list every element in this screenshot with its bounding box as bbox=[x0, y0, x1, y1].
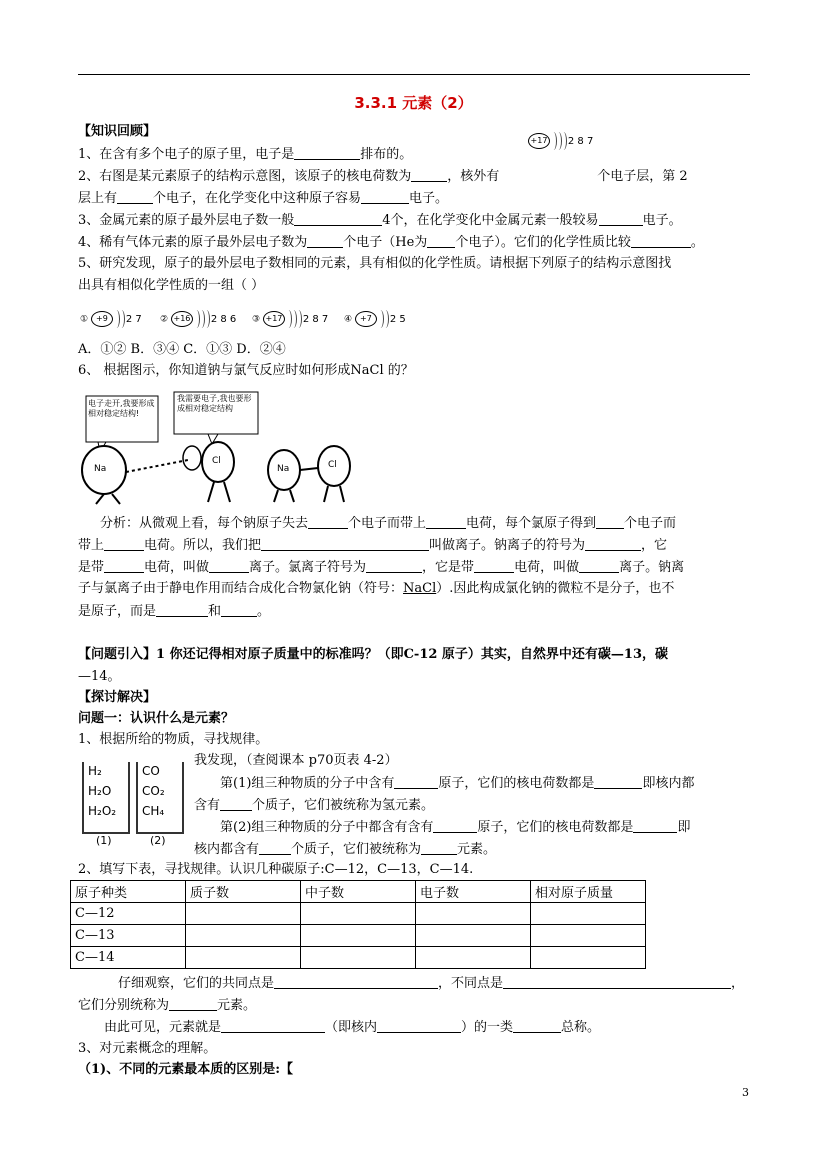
group1-line2: 含有 个质子，它们被统称为氢元素。 bbox=[194, 798, 435, 813]
intro-line2: —14。 bbox=[78, 669, 121, 684]
blank[interactable] bbox=[427, 234, 455, 248]
analysis-line5: 是原子，而是 和 。 bbox=[78, 604, 271, 619]
blank[interactable] bbox=[104, 559, 144, 573]
atom-diagram-1: ① +9 2 7 bbox=[80, 310, 142, 328]
observe-line1: 仔细观察，它们的共同点是 ，不同点是 ， bbox=[118, 976, 745, 991]
cell[interactable] bbox=[416, 903, 531, 925]
blank[interactable] bbox=[221, 1019, 325, 1033]
problem1-title: 问题一：认识什么是元素？ bbox=[78, 711, 235, 726]
q5-options: A．①② B．③④ C．①③ D．②④ bbox=[78, 342, 286, 357]
carbon-isotope-table bbox=[70, 880, 646, 969]
blank[interactable] bbox=[579, 559, 619, 573]
cell[interactable] bbox=[186, 903, 301, 925]
q6: 6、 根据图示，你知道钠与氯气反应时如何形成NaCl 的？ bbox=[78, 363, 414, 378]
blank[interactable] bbox=[117, 190, 153, 204]
blank[interactable] bbox=[474, 559, 514, 573]
analysis-line4: 子与氯离子由于静电作用而结合成化合物氯化钠（符号：NaCl）.因此构成氯化钠的微粒不是分子，也不 bbox=[78, 581, 675, 596]
label-na: Na bbox=[94, 464, 107, 474]
blank[interactable] bbox=[585, 537, 641, 551]
th: 中子数 bbox=[301, 881, 416, 903]
label-na-ion: Na bbox=[277, 464, 290, 474]
blank[interactable] bbox=[104, 537, 144, 551]
cell[interactable] bbox=[301, 925, 416, 947]
table-row bbox=[71, 903, 646, 925]
q2-line2: 层上有 个电子，在化学变化中这种原子容易 电子。 bbox=[78, 191, 449, 206]
cell[interactable] bbox=[416, 925, 531, 947]
cell[interactable] bbox=[416, 947, 531, 969]
beaker-label-1: (1) bbox=[96, 834, 112, 847]
blank[interactable] bbox=[209, 559, 249, 573]
analysis-line3: 是带 电荷，叫做 离子。氯离子符号为 ，它是带 电荷，叫做 离子。钠离 bbox=[78, 560, 685, 575]
group2-line1: 第(2)组三种物质的分子中都含有含有 原子，它们的核电荷数都是 即 bbox=[220, 820, 691, 835]
row-label: C—14 bbox=[71, 947, 186, 969]
blank[interactable] bbox=[631, 234, 691, 248]
cell[interactable] bbox=[301, 903, 416, 925]
atom-diagram-2: ② +16 2 8 6 bbox=[160, 310, 236, 328]
problem1-2: 2、填写下表，寻找规律。认识几种碳原子:C—12，C—13，C—14. bbox=[78, 862, 474, 877]
blank[interactable] bbox=[156, 603, 208, 617]
atom-diagram-4: ④ +7 2 5 bbox=[344, 310, 406, 328]
blank[interactable] bbox=[599, 212, 643, 226]
q5-line1: 5、研究发现，原子的最外层电子数相同的元素，具有相似的化学性质。请根据下列原子的结构示意图找 bbox=[78, 256, 672, 271]
blank[interactable] bbox=[169, 997, 217, 1011]
table-row bbox=[71, 925, 646, 947]
intro-line1: 【问题引入】1 你还记得相对原子质量中的标准吗？（即C-12 原子）其实，自然界中还有碳—13，碳 bbox=[78, 647, 669, 662]
blank[interactable] bbox=[307, 234, 343, 248]
q3: 3、金属元素的原子最外层电子数一般 4个，在化学变化中金属元素一般较易 电子。 bbox=[78, 213, 682, 228]
label-cl: Cl bbox=[212, 456, 221, 466]
row-label: C—12 bbox=[71, 903, 186, 925]
problem1-1: 1、根据所给的物质，寻找规律。 bbox=[78, 732, 269, 747]
blank[interactable] bbox=[220, 797, 252, 811]
blank[interactable] bbox=[433, 819, 477, 833]
blank[interactable] bbox=[421, 841, 457, 855]
blank[interactable] bbox=[394, 775, 438, 789]
cell[interactable] bbox=[531, 925, 646, 947]
th: 原子种类 bbox=[71, 881, 186, 903]
blank[interactable] bbox=[274, 975, 438, 989]
cell[interactable] bbox=[531, 947, 646, 969]
label-cl-ion: Cl bbox=[328, 460, 337, 470]
atom-diagram-3: ③ +17 2 8 7 bbox=[252, 310, 328, 328]
group1-line1: 第(1)组三种物质的分子中含有 原子，它们的核电荷数都是 即核内都 bbox=[220, 776, 695, 791]
blank[interactable] bbox=[426, 515, 466, 529]
q4: 4、稀有气体元素的原子最外层电子数为 个电子（He为 个电子）。它们的化学性质比较 。 bbox=[78, 235, 704, 250]
th: 电子数 bbox=[416, 881, 531, 903]
blank[interactable] bbox=[513, 1019, 561, 1033]
beaker-2: CO CO₂ CH₄ bbox=[136, 762, 184, 834]
page-number: 3 bbox=[742, 1086, 749, 1099]
blank[interactable] bbox=[503, 975, 731, 989]
blank[interactable] bbox=[633, 819, 677, 833]
blank[interactable] bbox=[308, 515, 348, 529]
q1: 1、在含有多个电子的原子里，电子是 排布的。 bbox=[78, 147, 413, 162]
analysis-line1: 分析：从微观上看，每个钠原子失去 个电子而带上 电荷，每个氯原子得到 个电子而 bbox=[100, 516, 677, 531]
table-header-row bbox=[71, 881, 646, 903]
observe-line2: 它们分别统称为 元素。 bbox=[78, 998, 257, 1013]
cell[interactable] bbox=[301, 947, 416, 969]
beaker-label-2: (2) bbox=[150, 834, 166, 847]
blank[interactable] bbox=[366, 559, 422, 573]
blank[interactable] bbox=[411, 168, 447, 182]
cell[interactable] bbox=[186, 925, 301, 947]
q2-line1: 2、右图是某元素原子的结构示意图，该原子的核电荷数为 ，核外有 个电子层，第 2 bbox=[78, 169, 688, 184]
blank[interactable] bbox=[261, 537, 429, 551]
q2-atom-diagram: +17 2 8 7 bbox=[528, 132, 593, 150]
q5-line2: 出具有相似化学性质的一组（ ） bbox=[78, 278, 265, 293]
discover-note: 我发现，（查阅课本 p70页表 4-2） bbox=[194, 753, 398, 768]
cell[interactable] bbox=[531, 903, 646, 925]
section-explore: 【探讨解决】 bbox=[78, 690, 157, 705]
row-label: C—13 bbox=[71, 925, 186, 947]
problem1-3: 3、对元素概念的理解。 bbox=[78, 1041, 217, 1056]
th: 相对原子质量 bbox=[531, 881, 646, 903]
blank[interactable] bbox=[377, 1019, 461, 1033]
table-row bbox=[71, 947, 646, 969]
blank[interactable] bbox=[361, 190, 409, 204]
th: 质子数 bbox=[186, 881, 301, 903]
analysis-line2: 带上 电荷。所以，我们把 叫做离子。钠离子的符号为 ，它 bbox=[78, 538, 668, 553]
blank[interactable] bbox=[294, 212, 382, 226]
group2-line2: 核内都含有 个质子，它们被统称为 元素。 bbox=[194, 842, 497, 857]
cell[interactable] bbox=[186, 947, 301, 969]
beaker-1: H₂ H₂O H₂O₂ bbox=[82, 762, 130, 834]
blank[interactable] bbox=[596, 515, 624, 529]
bubble-na: 电子走开,我要形成相对稳定结构! bbox=[88, 399, 155, 418]
page-title: 3.3.1 元素（2） bbox=[354, 94, 473, 112]
problem1-3-1: （1)、不同的元素最本质的区别是:【 bbox=[78, 1062, 293, 1077]
blank[interactable] bbox=[259, 841, 291, 855]
blank[interactable] bbox=[594, 775, 642, 789]
bubble-cl: 我需要电子,我也要形成相对稳定结构 bbox=[177, 394, 252, 413]
blank[interactable] bbox=[221, 603, 257, 617]
section-review: 【知识回顾】 bbox=[78, 124, 157, 139]
hence-line: 由此可见，元素就是 （即核内 ）的一类 总称。 bbox=[104, 1020, 601, 1035]
blank[interactable] bbox=[294, 146, 360, 160]
top-rule bbox=[78, 74, 750, 75]
